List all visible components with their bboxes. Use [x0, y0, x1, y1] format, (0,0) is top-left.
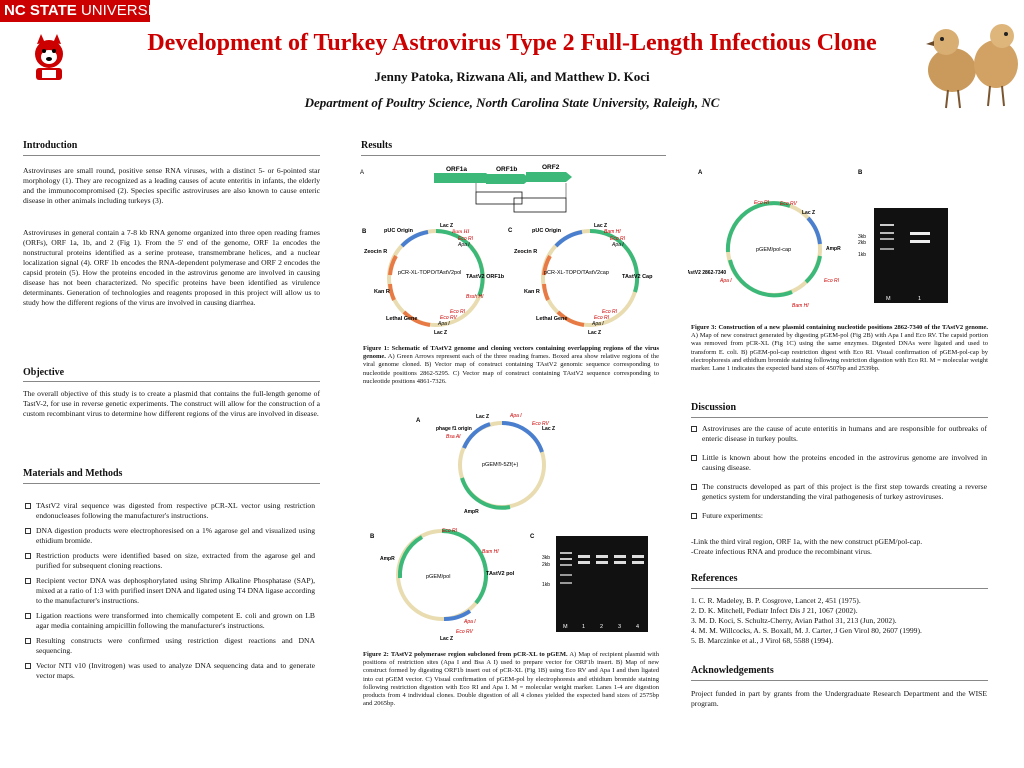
bsshii-label: Bssh HI — [466, 294, 484, 300]
figure-1 — [358, 160, 668, 345]
fig1-label-a: A — [360, 170, 365, 176]
ecori-label-3: Eco RI — [754, 200, 770, 206]
acknowledgements-text: Project funded in part by grants from the Undergraduate Research Department and the WISE program. — [691, 689, 987, 708]
lacz-top-label: Lac Z — [440, 223, 454, 229]
figure-3 — [688, 160, 998, 320]
plasmid-map-pgem-pol — [380, 528, 515, 642]
references-heading: References — [691, 573, 738, 584]
discussion-item: Little is known about how the proteins encoded in the astrovirus genome are involved in causing disease. — [691, 453, 987, 473]
poster-title: Development of Turkey Astrovirus Type 2 Full-Length Infectious Clone — [147, 30, 877, 56]
reference-item: 4. M. M. Willcocks, A. S. Boxall, M. J. Carter, J Gen Virol 80, 2607 (1999). — [691, 626, 922, 635]
methods-item: Resulting constructs were confirmed using restriction digest reactions and DNA sequencing. — [25, 636, 315, 656]
discussion-heading: Discussion — [691, 402, 737, 413]
apai-label-2a: Apa I — [510, 413, 522, 419]
figure-2-caption-title: Figure 2: TAstV2 polymerase region subcloned from pCR-XL to pGEM. — [363, 651, 568, 658]
orf2-label: ORF2 — [542, 164, 560, 171]
plasmid-map-b — [364, 223, 505, 336]
department: Department of Poultry Science, North Carolina State University, Raleigh, NC — [304, 95, 720, 110]
methods-item: DNA digestion products were electrophoresised on a 1% agarose gel and visualized using ethidium bromide. — [25, 526, 315, 546]
plasmid-map-c — [514, 223, 653, 336]
gel3-marker-1kb: 1kb — [858, 252, 867, 258]
fig3-label-a: A — [698, 170, 703, 176]
plasmid-c-insert: TAstV2 Cap — [622, 274, 653, 280]
apai-label-3: Apa I — [720, 278, 732, 284]
orf2-arrow — [526, 172, 572, 182]
gel2-marker-3kb: 3kb — [542, 555, 551, 561]
reference-item: 3. M. D. Koci, S. Schultz-Cherry, Avian Pathol 31, 213 (Jun, 2002). — [691, 616, 897, 625]
orf1a-label: ORF1a — [446, 166, 467, 173]
divider — [361, 155, 666, 156]
methods-item: Restriction products were identified based on size, extracted from the agarose gel and purified for subsequent cloning reactions. — [25, 551, 315, 571]
lethal-label: Lethal Gene — [386, 316, 418, 322]
lethal-label-c: Lethal Gene — [536, 316, 568, 322]
discussion-item: Future experiments: — [691, 511, 987, 521]
pgem-name: pGEM®-5Zf(+) — [482, 462, 519, 468]
plasmid-c-name: pCR-XL-TOPO/TAstV2cap — [544, 270, 609, 276]
lacz-bottom-label: Lac Z — [434, 330, 448, 336]
reference-item: 5. B. Marczinke et al., J Virol 68, 5588 (1994). — [691, 636, 834, 645]
ecori-label-c3: Eco RI — [594, 315, 610, 321]
bsaai-label: Bsa AI — [446, 434, 461, 440]
lacz-label-2b: Lac Z — [440, 636, 454, 642]
figure-1-caption-title: Figure 1: Schematic of TAstV2 genome and cloning vectors containing overlapping regions of the virus genome. — [363, 345, 659, 361]
lacz-label-3: Lac Z — [802, 210, 816, 216]
apai-label-c: Apa I — [612, 242, 624, 248]
plasmid-map-pgem — [436, 413, 555, 515]
lacz-label: Lac Z — [476, 414, 490, 420]
lacz-top-label-c: Lac Z — [594, 223, 608, 229]
gel3-lane-1: 1 — [918, 296, 922, 302]
divider — [23, 381, 320, 382]
reference-item: 1. C. R. Madeley, B. P. Cosgrove, Lancet 2, 451 (1975). — [691, 596, 861, 605]
divider — [691, 680, 988, 681]
ampr-label-3: AmpR — [826, 246, 841, 252]
logo-bold: NC STATE — [4, 2, 77, 19]
ecorv-label-3: Eco RV — [780, 201, 797, 207]
authors: Jenny Patoka, Rizwana Ali, and Matthew D. Koci — [374, 69, 650, 84]
ecori-label-c2: Eco RI — [602, 309, 618, 315]
gel2-lane-4: 4 — [636, 624, 640, 630]
kan-label: Kan R — [374, 289, 390, 295]
ecori-label-c: Eco RI — [610, 236, 626, 242]
fig3-label-b: B — [858, 170, 863, 176]
figure-1-caption-text: A) Green Arrows represent each of the three reading frames. Boxed area show relative regions of the viral genome cloned. B) Vector map of construct containing TAstV2 genomic sequence corresponding to nucleotide positions 2862-5295. C) Vector map of construct containing TAstV2 sequence corresponding to nucleotide positions 4861-7326. — [363, 353, 659, 385]
methods-item: TAstV2 viral sequence was digested from respective pCR-XL vector using restriction endonucleases following the manufacturer's instructions. — [25, 501, 315, 521]
reference-item: 2. D. K. Mitchell, Pediatr Infect Dis J 21, 1067 (2002). — [691, 606, 858, 615]
fig1-label-b: B — [362, 229, 367, 235]
fig2-label-c: C — [530, 534, 535, 540]
ecorv-label-2b: Eco RV — [456, 629, 473, 635]
figure-1-caption — [363, 345, 659, 386]
ampr-label-2b: AmpR — [380, 556, 395, 562]
discussion-list — [691, 424, 987, 521]
introduction-paragraph-2: Astroviruses in general contain a 7-8 kb RNA genome organized into three open reading frames (ORFs), ORF 1a, 1b, and 2 (Fig 1). From the 5' end of the genome, ORF 1a encodes the nonstructural proteins identified as a serine protease, transmembrane helices, and a nuclear localization signal (4). ORF 1b encodes the RNA-dependent polymerase and ORF 2 encodes the capsid protein (5). How the proteins encoded in the astrovirus genome are involved in causing disease has not been characterized. No specific proteins have been identified as virulence determinants. Generation of technologies and reagents proposed in this project will allow us to study how the different regions of the virus are involved in causing diarrhea. — [23, 228, 320, 307]
pgem-pol-cap-name: pGEM/pol-cap — [756, 247, 792, 253]
future-experiment-2: -Create infectious RNA and produce the recombinant virus. — [691, 547, 872, 556]
lacz-bottom-label-c: Lac Z — [588, 330, 602, 336]
ecori-label-2b: Eco RI — [442, 528, 458, 534]
fig2-label-a: A — [416, 418, 421, 424]
gel3-marker-3kb: 3kb — [858, 234, 867, 240]
zeocin-label: Zeocin R — [364, 249, 388, 255]
kan-label-c: Kan R — [524, 289, 540, 295]
phage-label: phage f1 origin — [436, 426, 472, 432]
bamhi-label-c: Bam HI — [604, 229, 621, 235]
figure-2 — [360, 408, 660, 648]
orf1a-arrow — [434, 173, 492, 183]
discussion-item: The constructs developed as part of this project is the first step towards creating a reverse genetics system for understanding the viral pathogenesis of turkey astroviruses. — [691, 482, 987, 502]
gel2-lane-3: 3 — [618, 624, 622, 630]
puc-origin-label: pUC Origin — [384, 228, 414, 234]
bamhi-label-3: Bam HI — [792, 303, 809, 309]
gel3-marker-2kb: 2kb — [858, 240, 867, 246]
orf1b-label: ORF1b — [496, 166, 518, 173]
university-logo — [0, 0, 171, 22]
fig2-label-b: B — [370, 534, 375, 540]
ecorv-label-2a: Eco RV — [532, 421, 549, 427]
divider — [23, 483, 320, 484]
apai-label-2b: Apa I — [464, 619, 476, 625]
fig1-label-c: C — [508, 228, 513, 234]
plasmid-map-pgem-pol-cap — [688, 200, 841, 309]
acknowledgements-heading: Acknowledgements — [691, 665, 774, 676]
zeocin-label-c: Zeocin R — [514, 249, 538, 255]
methods-item: Ligation reactions were transformed into chemically competent E. coli and grown on LB agar media containing ampicillin following the manufacturer's instructions. — [25, 611, 315, 631]
introduction-heading: Introduction — [23, 140, 78, 151]
results-heading: Results — [361, 140, 393, 151]
discussion-item: Astroviruses are the cause of acute enteritis in humans and are responsible for outbreaks of enteric disease in turkey poults. — [691, 424, 987, 444]
orf1b-arrow — [486, 174, 530, 184]
apai-label-2: Apa I — [438, 321, 450, 327]
apai-label-c2: Apa I — [592, 321, 604, 327]
divider — [691, 417, 988, 418]
plasmid-b-name: pCR-XL-TOPO/TAstV2pol — [398, 270, 462, 276]
divider — [691, 588, 988, 589]
divider — [23, 155, 320, 156]
gel2-lane-m: M — [563, 624, 568, 630]
figure-3-caption — [691, 324, 988, 373]
pgem-pol-insert: TAstV2 pol — [486, 571, 515, 577]
future-experiment-1: -Link the third viral region, ORF 1a, with the new construct pGEM/pol-cap. — [691, 537, 923, 546]
gel-figure-3 — [858, 208, 948, 303]
gel2-marker-2kb: 2kb — [542, 562, 551, 568]
methods-item: Recipient vector DNA was dephosphorylated using Shrimp Alkaline Phosphatase (SAP), mixed at a ratio of 1:3 with purified insert DNA and ligated using T4 DNA ligase according to the manufacturer's instructions. — [25, 576, 315, 606]
ampr-label: AmpR — [464, 509, 479, 515]
figure-3-caption-text: A) Map of new construct generated by digesting pGEM-pol (Fig 2B) with Apa I and Eco RV. The capsid portion was removed from pCR-XL (Fig 1C) using the same enzymes. Digested DNAs were ligated and used to transform E. coli. B) pGEM-pol-cap restriction digest with Eco RI. Visual confirmation of pGEM-pol-cap by electrophoresis and ethidium bromide staining following restriction digestion with Eco RI. M = molecular weight marker. Lane 1 indicates the expected band sizes of 4507bp and 2539bp. — [691, 332, 988, 373]
methods-item: Vector NTI v10 (Invitrogen) was used to analyze DNA sequencing data and to generate vector maps. — [25, 661, 315, 681]
lacz-label-2: Lac Z — [542, 426, 556, 432]
gel2-marker-1kb: 1kb — [542, 582, 551, 588]
bamhi-label-2b: Bam HI — [482, 549, 499, 555]
ecorv-label: Eco RV — [440, 315, 457, 321]
methods-list — [25, 501, 315, 686]
turkey-poults-photo — [914, 8, 1024, 118]
apai-label: Apa I — [458, 242, 470, 248]
logo-rest: UNIVERSITY — [76, 2, 171, 19]
gel3-lane-m: M — [886, 296, 891, 302]
figure-2-caption-text: A) Map of recipient plasmid with positions of restriction sites (Apa I and Bsa A I) used to prepare vector for ORF1b insert. B) Map of new construct formed by digesting ORF1b insert out of pCR-XL (Fig 1B) using Eco RV and Apa I and then ligated into cut pGEM vector. C) Visual confirmation of pGEM-pol by electrophoresis and ethidium bromide staining following restriction digestion with Eco RI and Apa I. M = molecular weight marker. Lanes 1-4 are digestion products from 4 individual clones. Double digestion of all 4 clones yielded the expected band sizes of 2575bp and 2065bp. — [363, 651, 659, 708]
puc-origin-label-c: pUC Origin — [532, 228, 562, 234]
introduction-paragraph-1: Astroviruses are small round, positive sense RNA viruses, with a distinct 5- or 6-pointed star morphology (1). They are recognized as a leading causes of acute enteritis in infants, the elderly and the immunocompromised (2). Species specific astroviruses are also known to cause enteric disease in other animals including turkeys (3). — [23, 166, 320, 205]
gel-figure-2 — [542, 536, 648, 632]
ecori-label-3b: Eco RI — [824, 278, 840, 284]
ecori-label-2: Eco RI — [450, 309, 466, 315]
objective-heading: Objective — [23, 367, 65, 378]
ecori-label: Eco RI — [458, 236, 474, 242]
figure-2-caption — [363, 651, 659, 708]
gel2-lane-2: 2 — [600, 624, 604, 630]
pgem-pol-name: pGEM/pol — [426, 574, 451, 580]
methods-heading: Materials and Methods — [23, 468, 123, 479]
insert-label: TAstV2 2862-7340 — [688, 270, 727, 276]
bamhi-label: Bam HI — [452, 229, 470, 235]
objective-paragraph: The overall objective of this study is to create a plasmid that contains the full-length genome of TastV-2, for use in reverse genetic experiments. The construct will allow for the construction of a custom recombinant virus to determine how different regions of the virus are involved in disease. — [23, 389, 320, 418]
figure-3-caption-title: Figure 3: Construction of a new plasmid containing nucleotide positions 2862-7340 of the TAstV2 genome. — [691, 324, 988, 331]
gel2-lane-1: 1 — [582, 624, 586, 630]
plasmid-b-insert: TAstV2 ORF1b — [466, 274, 505, 280]
